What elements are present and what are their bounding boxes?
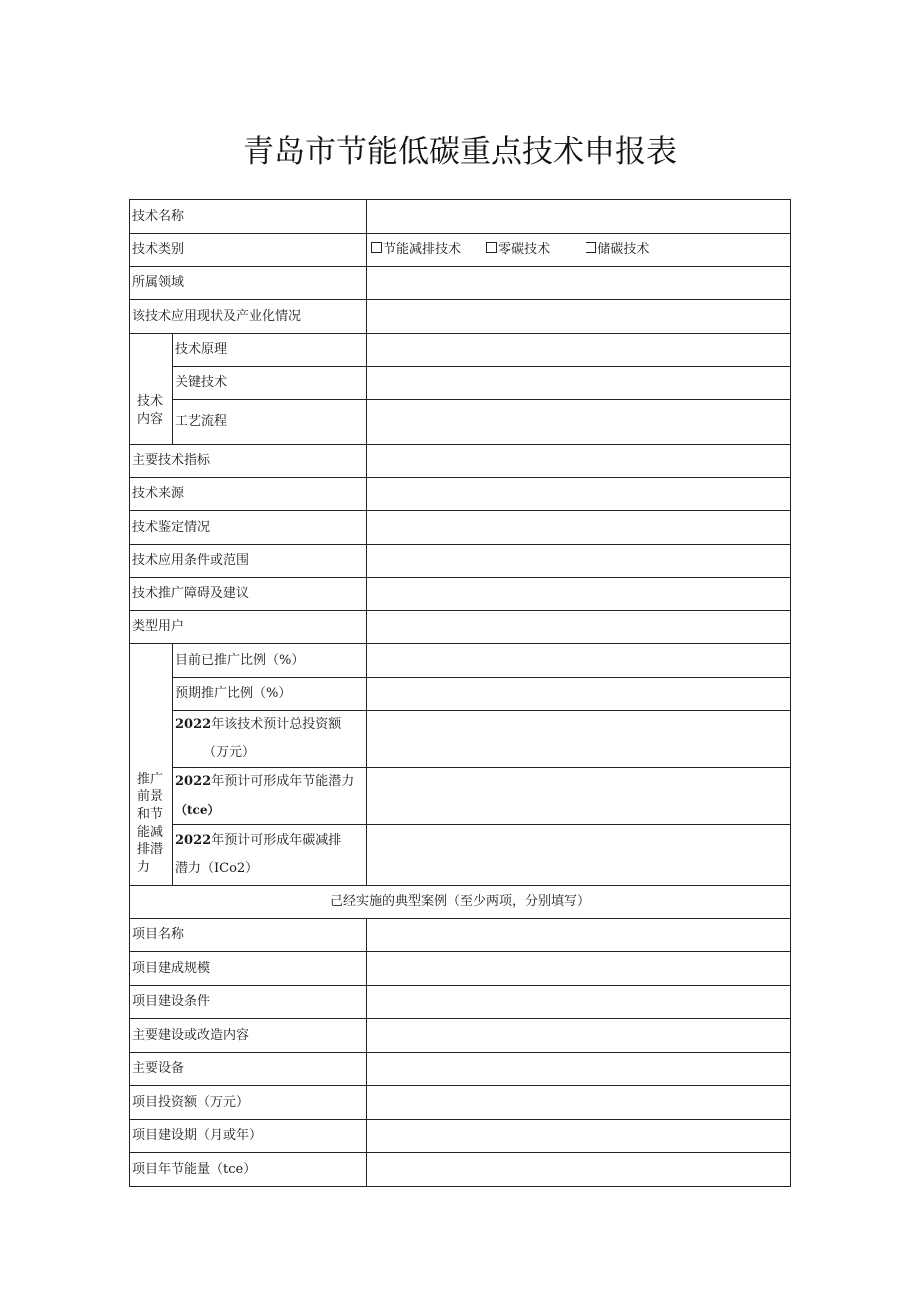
row-carbon-potential [130, 825, 791, 886]
indicators-input[interactable] [367, 445, 791, 478]
project-conditions-input[interactable] [367, 986, 791, 1019]
process-input[interactable] [367, 400, 791, 445]
row-field [130, 267, 791, 300]
conditions-label: 技术应用条件或范围 [130, 545, 367, 578]
row-project-name [130, 919, 791, 952]
row-tech-category [130, 234, 791, 267]
row-process [130, 400, 791, 445]
main-equipment-label: 主要设备 [130, 1053, 367, 1086]
investment-year: 2022 [175, 717, 212, 732]
principle-input[interactable] [367, 334, 791, 367]
checkbox-energy-saving-label: 节能减排技术 [383, 242, 462, 258]
row-project-investment [130, 1086, 791, 1120]
barriers-label: 技术推广障碍及建议 [130, 578, 367, 611]
project-period-label: 项目建设期（月或年） [130, 1120, 367, 1153]
project-scale-input[interactable] [367, 952, 791, 986]
project-conditions-label: 项目建设条件 [130, 986, 367, 1019]
row-project-scale [130, 952, 791, 986]
users-label: 类型用户 [130, 611, 367, 644]
checkbox-energy-saving[interactable] [371, 241, 461, 259]
row-current-ratio [130, 644, 791, 678]
key-tech-input[interactable] [367, 367, 791, 400]
expected-ratio-input[interactable] [367, 678, 791, 711]
investment-input[interactable] [367, 711, 791, 768]
content-group-label: 技术内容 [130, 334, 173, 445]
row-investment [130, 711, 791, 768]
annual-saving-label: 项目年节能量（tce） [130, 1153, 367, 1187]
project-name-label: 项目名称 [130, 919, 367, 952]
field-input[interactable] [367, 267, 791, 300]
investment-label: 2022年该技术预计总投资额 （万元） [173, 711, 367, 768]
tech-name-field[interactable] [367, 200, 791, 234]
process-label: 工艺流程 [173, 400, 367, 445]
application-form-table [129, 199, 791, 1187]
row-project-conditions [130, 986, 791, 1019]
checkbox-icon [586, 242, 596, 253]
appraisal-label: 技术鉴定情况 [130, 511, 367, 545]
indicators-label: 主要技术指标 [130, 445, 367, 478]
tech-name-label: 技术名称 [130, 200, 367, 234]
barriers-input[interactable] [367, 578, 791, 611]
row-conditions [130, 545, 791, 578]
project-investment-input[interactable] [367, 1086, 791, 1120]
field-label: 所属领域 [130, 267, 367, 300]
conditions-input[interactable] [367, 545, 791, 578]
construction-content-input[interactable] [367, 1019, 791, 1053]
row-indicators [130, 445, 791, 478]
checkbox-icon [486, 242, 497, 253]
energy-potential-input[interactable] [367, 768, 791, 825]
source-label: 技术来源 [130, 478, 367, 511]
annual-saving-input[interactable] [367, 1153, 791, 1187]
project-name-input[interactable] [367, 919, 791, 952]
carbon-potential-label: 2022年预计可形成年碳减排 潜力（ICo2） [173, 825, 367, 886]
carbon-potential-input[interactable] [367, 825, 791, 886]
status-label: 该技术应用现状及产业化情况 [130, 300, 367, 334]
row-barriers [130, 578, 791, 611]
checkbox-carbon-storage-label: 储碳技术 [597, 242, 650, 258]
energy-potential-label: 2022年预计可形成年节能潜力 （tce） [173, 768, 367, 825]
row-appraisal [130, 511, 791, 545]
appraisal-input[interactable] [367, 511, 791, 545]
project-scale-label: 项目建成规模 [130, 952, 367, 986]
key-tech-label: 关键技术 [173, 367, 367, 400]
project-period-input[interactable] [367, 1120, 791, 1153]
checkbox-carbon-storage[interactable] [586, 241, 649, 259]
main-equipment-input[interactable] [367, 1053, 791, 1086]
energy-year: 2022 [175, 774, 212, 789]
checkbox-icon [371, 242, 382, 253]
construction-content-label: 主要建设或改造内容 [130, 1019, 367, 1053]
row-annual-saving [130, 1153, 791, 1187]
current-ratio-input[interactable] [367, 644, 791, 678]
row-key-tech [130, 367, 791, 400]
users-input[interactable] [367, 611, 791, 644]
status-input[interactable] [367, 300, 791, 334]
project-investment-label: 项目投资额（万元） [130, 1086, 367, 1120]
row-main-equipment [130, 1053, 791, 1086]
row-cases-header [130, 886, 791, 919]
checkbox-zero-carbon[interactable] [486, 241, 550, 259]
promo-group-label: 推广前景和节能减排潜力 [130, 644, 173, 886]
row-energy-potential [130, 768, 791, 825]
expected-ratio-label: 预期推广比例（%） [173, 678, 367, 711]
carbon-year: 2022 [175, 833, 212, 848]
row-status [130, 300, 791, 334]
cases-header: 己经实施的典型案例（至少两项，分别填写） [130, 886, 791, 919]
principle-label: 技术原理 [173, 334, 367, 367]
current-ratio-label: 目前已推广比例（%） [173, 644, 367, 678]
row-users [130, 611, 791, 644]
form-title: 青岛市节能低碳重点技术申报表 [243, 134, 677, 170]
row-project-period [130, 1120, 791, 1153]
row-source [130, 478, 791, 511]
row-tech-name [130, 200, 791, 234]
tech-category-label: 技术类别 [130, 234, 367, 267]
source-input[interactable] [367, 478, 791, 511]
row-expected-ratio [130, 678, 791, 711]
row-construction-content [130, 1019, 791, 1053]
checkbox-zero-carbon-label: 零碳技术 [498, 242, 551, 258]
tech-category-options [367, 234, 791, 267]
row-principle [130, 334, 791, 367]
